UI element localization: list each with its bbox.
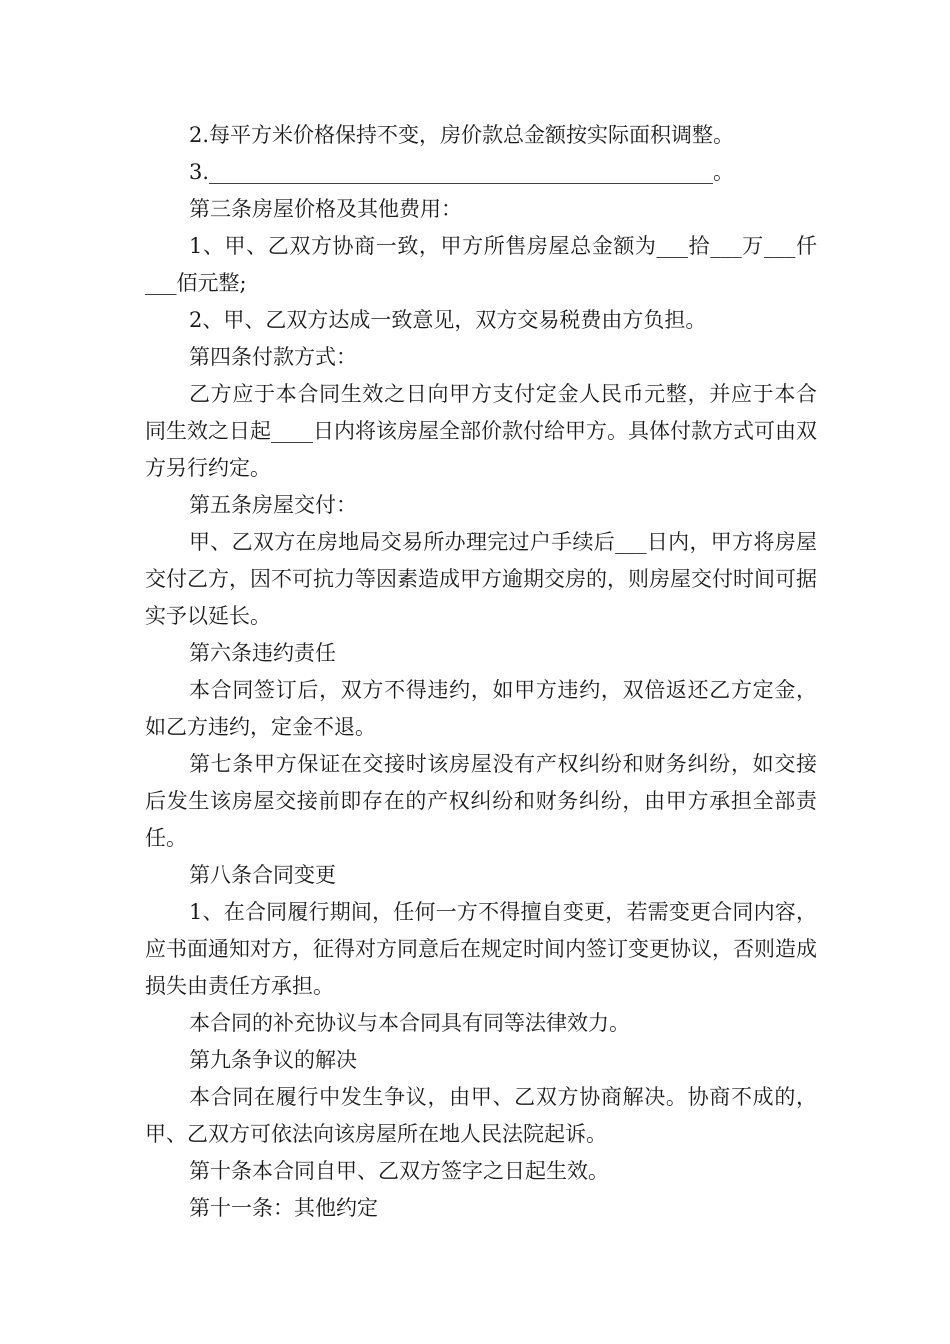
heading-article-6: 第六条违约责任 [189, 641, 336, 665]
heading-article-5: 第五条房屋交付： [189, 493, 357, 517]
heading-article-4: 第四条付款方式： [189, 345, 357, 369]
paragraph-supplement: 本合同的补充协议与本合同具有同等法律效力。 [189, 1011, 630, 1035]
paragraph-article-10: 第十条本合同自甲、乙双方签字之日起生效。 [189, 1159, 609, 1183]
heading-article-3: 第三条房屋价格及其他费用： [189, 197, 462, 221]
paragraph-total-amount: 1、甲、乙双方协商一致，甲方所售房屋总金额为___拾___万___仟___佰元整; [145, 234, 817, 295]
paragraph-article-7: 第七条甲方保证在交接时该房屋没有产权纠纷和财务纠纷，如交接后发生该房屋交接前即存在的产权纠纷和财务纠纷，由甲方承担全部责任。 [145, 752, 817, 850]
heading-article-9: 第九条争议的解决 [189, 1048, 357, 1072]
heading-article-8: 第八条合同变更 [189, 863, 336, 887]
paragraph-item-3-blank: 3.________________________________________________。 [189, 160, 735, 184]
paragraph-tax-burden: 2、甲、乙双方达成一致意见，双方交易税费由方负担。 [189, 308, 707, 332]
paragraph-dispute: 本合同在履行中发生争议，由甲、乙双方协商解决。协商不成的，甲、乙双方可依法向该房屋所在地人民法院起诉。 [145, 1085, 817, 1146]
paragraph-payment-method: 乙方应于本合同生效之日向甲方支付定金人民币元整，并应于本合同生效之日起____日内将该房屋全部价款付给甲方。具体付款方式可由双方另行约定。 [145, 382, 817, 480]
paragraph-delivery: 甲、乙双方在房地局交易所办理完过户手续后___日内，甲方将房屋交付乙方，因不可抗力等因素造成甲方逾期交房的，则房屋交付时间可据实予以延长。 [145, 530, 817, 628]
paragraph-breach: 本合同签订后，双方不得违约，如甲方违约，双倍返还乙方定金，如乙方违约，定金不退。 [145, 678, 817, 739]
document-body [145, 117, 817, 1227]
heading-article-11: 第十一条：其他约定 [189, 1196, 378, 1220]
paragraph-price-per-sqm: 2.每平方米价格保持不变，房价款总金额按实际面积调整。 [189, 123, 735, 147]
paragraph-contract-change: 1、在合同履行期间，任何一方不得擅自变更，若需变更合同内容，应书面通知对方，征得对方同意后在规定时间内签订变更协议，否则造成损失由责任方承担。 [145, 900, 817, 998]
